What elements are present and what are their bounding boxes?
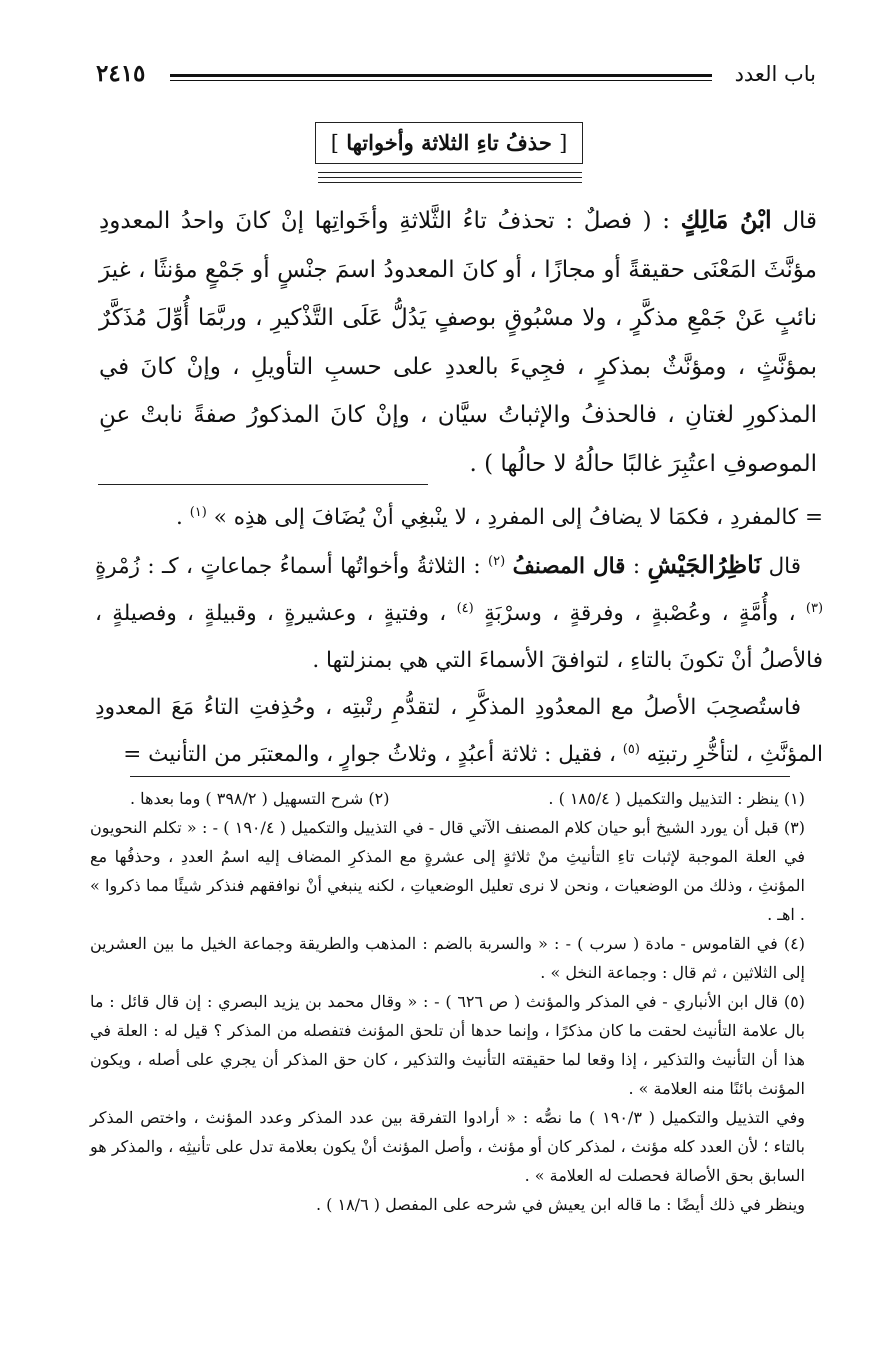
header-rule — [170, 74, 712, 77]
commentary-p3-text-b: ، فقيل : ثلاثة أعبُدٍ ، وثلاثُ جوارٍ ، والمعتبَر من التأنيث = — [123, 742, 616, 767]
section-heading — [315, 122, 583, 164]
footnote-row-1-2 — [90, 784, 805, 813]
footnote-4: (٤) في القاموس - مادة ( سرب ) - : « والسربة بالضم : المذهب والطريقة وجماعة الخيل ما بين العشرين إلى الثلاثين ، ثم قال : وجماعة النخل » . — [90, 934, 805, 982]
commentary-p2-text-a: : الثلاثةُ وأخواتُها أسماءُ جماعاتٍ ، كـ : زُمْرةٍ — [95, 554, 481, 579]
page-number: ٢٤١٥ — [96, 60, 146, 87]
header-rule-thin — [170, 80, 712, 81]
heading-bracket-open: [ — [559, 131, 568, 155]
running-title: باب العدد — [734, 62, 816, 86]
footnote-2: (٢) شرح التسهيل ( ٣٩٨/٢ ) وما بعدها . — [130, 789, 390, 808]
matn-underline — [98, 484, 428, 485]
commentary-p2-author: نَاظِرُالجَيْشِ — [647, 550, 762, 579]
matn-intro: قال — [782, 208, 818, 234]
heading-underline-rules — [318, 172, 582, 187]
matn-text: : ( فصلٌ : تحذفُ تاءُ الثَّلاثةِ وأخَواتِها إنْ كانَ واحدُ المعدودِ مؤنَّثَ المَعْنَى حقيقةً أو مجازًا ، أو كانَ المعدودُ اسمَ جنْسٍ أو جَمْعٍ مؤنثًا ، غيرَ نائبٍ عَنْ جَمْعِ مذكَّرٍ ، ولا مسْبُوقٍ بوصفٍ يَدُلُّ عَلَى التَّذْكيرِ ، وربَّمَا أُوِّلَ مُذَكَّرٌ بمؤنَّثٍ ، ومؤنَّثٌ بمذكرٍ ، فجِيءَ بالعددِ على حسبِ التأويلِ ، وإنْ كانَ في المذكورِ لغتانِ ، فالحذفُ والإثباتُ سيَّان ، وإنْ كانَ المذكورُ صفةً نابتْ عنِ الموصوفِ اعتُبِرَ غالبًا حالُهُ لا حالُها ) . — [99, 208, 817, 477]
commentary-paragraph-1 — [95, 494, 823, 541]
commentary-p2-text-c: ، وفتيةٍ ، وعشيرةٍ ، وقبيلةٍ ، وفصيلةٍ ، فالأصلُ أنْ تكونَ بالتاءِ ، لتوافقَ الأسماءَ التي هي بمنزلتها . — [95, 601, 823, 673]
commentary-p2-colon: : — [632, 554, 641, 579]
footnote-5-continued: وفي التذييل والتكميل ( ١٩٠/٣ ) ما نصُّه : « أرادوا التفرقة بين عدد المذكر وعدد المؤنث ، واختص المذكر بالتاء ؛ لأن العدد كله مؤنث ، لمذكر كان أو مؤنث ، وأصل المؤنث أنْ يكون بعلامة تدل على تأنيثِه ، والمذكر هو السابق بحق الأصالة فحصلت له العلامة » . — [90, 1108, 805, 1185]
footnote-ref-2: (٢) — [488, 553, 506, 569]
footnote-5-see-also: وينظر في ذلك أيضًا : ما قاله ابن يعيش في شرحه على المفصل ( ١٨/٦ ) . — [315, 1195, 805, 1214]
footnotes — [90, 784, 805, 1219]
commentary-paragraph-2 — [95, 541, 823, 684]
section-heading-text: حذفُ تاءِ الثلاثة وأخواتها — [346, 130, 552, 155]
matn-author: ابْنُ مَالِكٍ — [680, 205, 772, 234]
matn-paragraph — [99, 196, 817, 488]
footnote-3: (٣) قبل أن يورد الشيخ أبو حيان كلام المصنف الآتي قال - في التذييل والتكميل ( ١٩٠/٤ ) - : « تكلم النحويون في العلة الموجبة لإثبات تاءِ التأنيثِ منْ ثلاثةٍ إلى عشرةٍ مع المذكرِ المضاف إليه اسمُ العددِ ، وحذفُها مع المؤنثِ ، وذلك من الوضعيات ، ونحن لا نرى تعليل الوضعياتِ ، لكنه ينبغي أنْ نوافقهم فنذكر شيئًا مما ذكروا » . اهـ . — [90, 818, 806, 924]
commentary-p2-intro: قال — [768, 554, 802, 579]
commentary-paragraph-3 — [95, 684, 823, 778]
footnote-1: (١) ينظر : التذييل والتكميل ( ١٨٥/٤ ) . — [548, 789, 805, 808]
footnote-ref-4: (٤) — [456, 600, 474, 616]
commentary-p3-text-a: فاستُصحِبَ الأصلُ مع المعدُودِ المذكَّرِ ، لتقدُّمِ رتْبتِه ، وحُذِفتِ التاءُ مَعَ المعدودِ المؤنَّثِ ، لتأخُّرِ رتبتِه — [95, 695, 823, 767]
commentary — [95, 494, 823, 778]
heading-bracket-close: ] — [330, 131, 339, 155]
footnote-ref-1: (١) — [189, 504, 207, 520]
commentary-p2-label: قال المصنفُ — [512, 554, 626, 579]
commentary-p2-text-b: ، وأُمَّةٍ ، وعُصْبةٍ ، وفرقةٍ ، وسرْبَةٍ — [484, 601, 796, 626]
footnote-separator — [130, 776, 790, 777]
footnote-5: (٥) قال ابن الأنباري - في المذكر والمؤنث ( ص ٦٢٦ ) - : « وقال محمد بن يزيد البصري : إن قال قائل : ما بال علامة التأنيث لحقت ما كان مذكرًا ، وإنما حدها أن تلحق المؤنث فتفصله من المذكر ؟ قيل له : العلة في هذا أن التأنيث والتذكير ، إذا وقعا لما حقيقته التأنيث والتذكير ، كان حق المذكر أن يجري على أصله ، ويكون المؤنث بائنًا منه العلامة » . — [90, 992, 806, 1098]
footnote-ref-5: (٥) — [622, 741, 640, 757]
commentary-p1-text: = كالمفردِ ، فكمَا لا يضافُ إلى المفردِ ، لا ينْبغِي أنْ يُضَافَ إلى هذِه » — [213, 505, 823, 530]
running-header — [96, 60, 816, 94]
footnote-ref-3: (٣) — [805, 600, 824, 616]
commentary-p1-end: . — [176, 505, 183, 530]
